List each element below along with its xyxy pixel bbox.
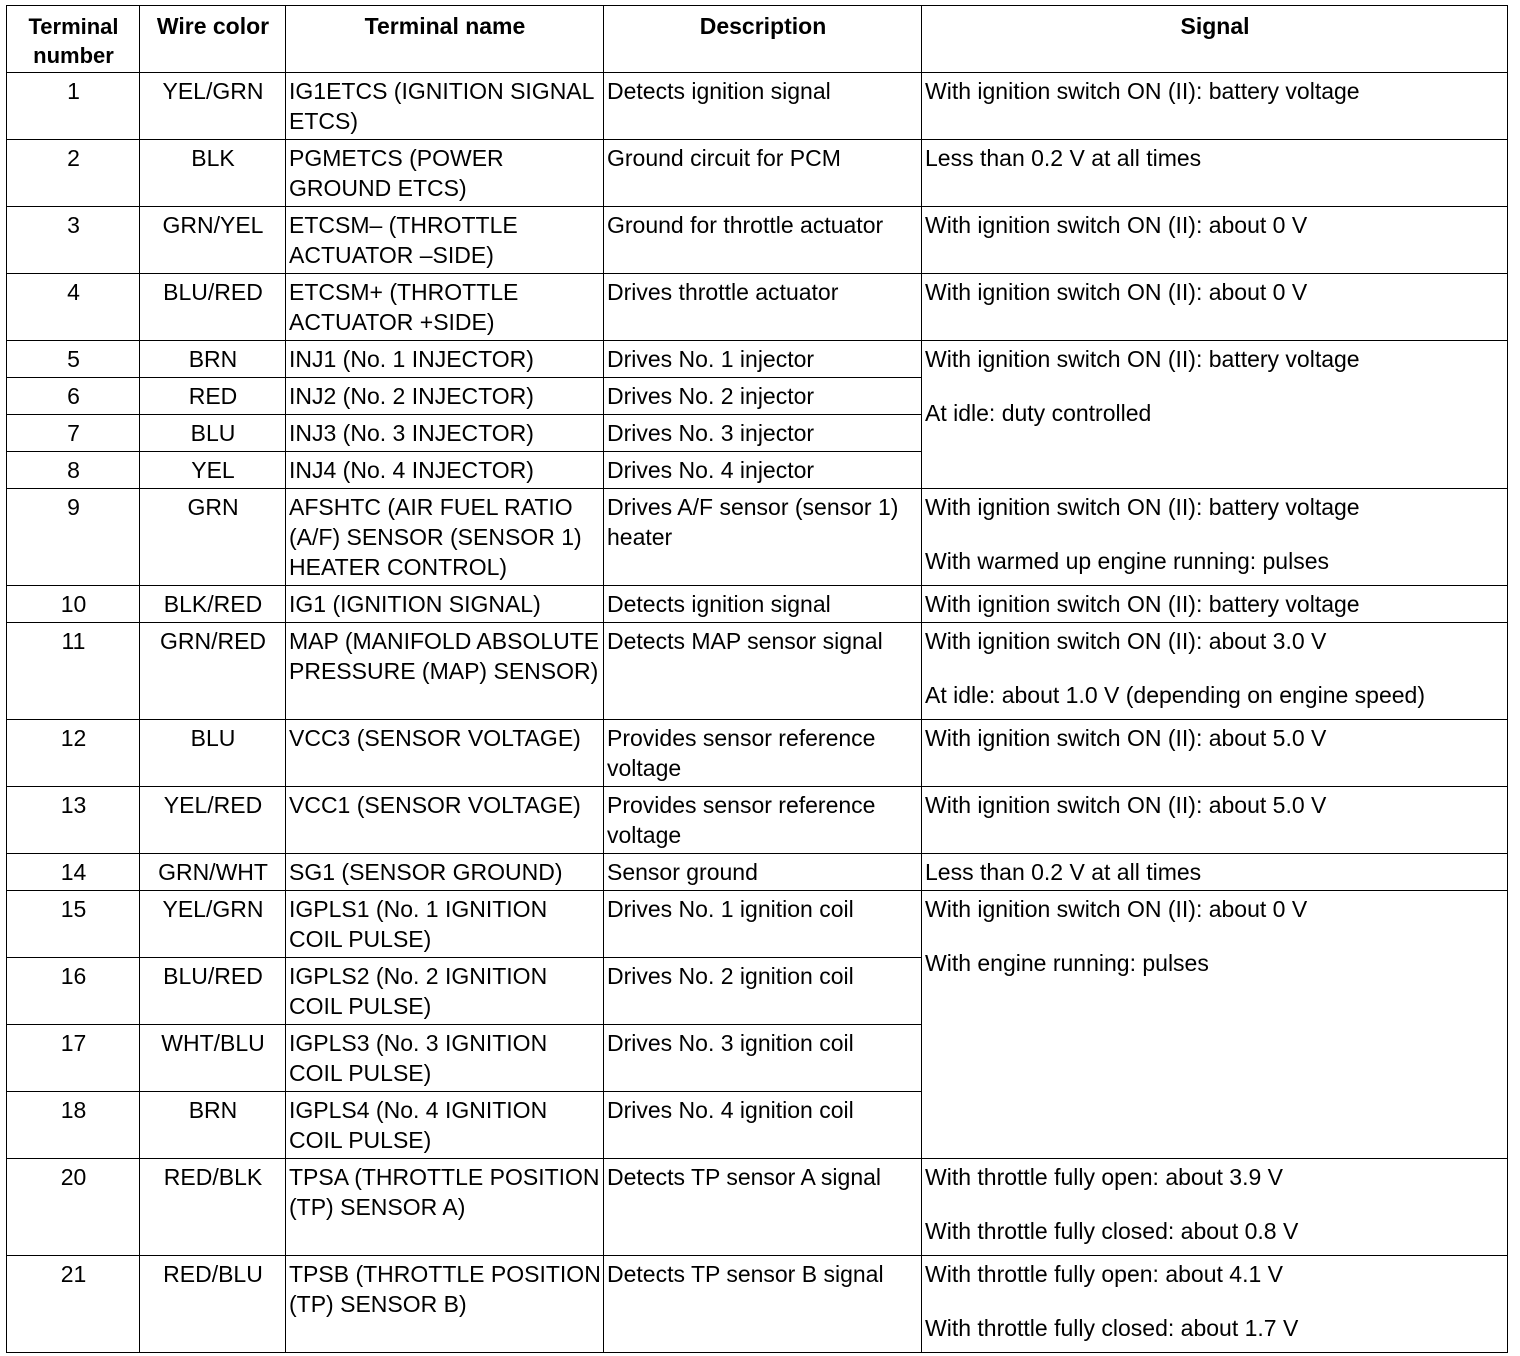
- terminal-number: 4: [7, 274, 140, 341]
- terminal-name: INJ1 (No. 1 INJECTOR): [286, 341, 604, 378]
- terminal-number: 11: [7, 623, 140, 720]
- signal: [922, 73, 1508, 140]
- signal-line: With ignition switch ON (II): about 0 V: [925, 279, 1308, 305]
- signal-line: With ignition switch ON (II): about 5.0 V: [925, 792, 1327, 818]
- table-row: [7, 489, 1508, 586]
- terminal-table: [6, 5, 1508, 1353]
- description: Provides sensor reference voltage: [604, 787, 922, 854]
- terminal-number: 2: [7, 140, 140, 207]
- description: Ground for throttle actuator: [604, 207, 922, 274]
- description: Drives No. 4 injector: [604, 452, 922, 489]
- description: Detects ignition signal: [604, 73, 922, 140]
- table-row: [7, 73, 1508, 140]
- signal-line: Less than 0.2 V at all times: [925, 145, 1202, 171]
- wire-color: BLU/RED: [140, 274, 286, 341]
- description: Sensor ground: [604, 854, 922, 891]
- table-row: [7, 207, 1508, 274]
- signal-line: At idle: duty controlled: [925, 400, 1152, 426]
- signal-line: With ignition switch ON (II): battery voltage: [925, 494, 1360, 520]
- table-row: [7, 891, 1508, 958]
- description: Drives No. 2 injector: [604, 378, 922, 415]
- terminal-name: PGMETCS (POWER GROUND ETCS): [286, 140, 604, 207]
- wire-color: GRN/YEL: [140, 207, 286, 274]
- terminal-number: 3: [7, 207, 140, 274]
- signal: [922, 854, 1508, 891]
- description: Drives No. 3 injector: [604, 415, 922, 452]
- table-row: [7, 140, 1508, 207]
- description: Drives No. 1 ignition coil: [604, 891, 922, 958]
- terminal-number: 6: [7, 378, 140, 415]
- signal-line: With warmed up engine running: pulses: [925, 548, 1330, 574]
- signal-line: With throttle fully closed: about 1.7 V: [925, 1315, 1299, 1341]
- table-row: [7, 1159, 1508, 1256]
- wire-color: YEL/GRN: [140, 73, 286, 140]
- description: Drives No. 3 ignition coil: [604, 1025, 922, 1092]
- terminal-number: 18: [7, 1092, 140, 1159]
- header-description: Description: [604, 6, 922, 73]
- signal: [922, 891, 1508, 1159]
- terminal-name: IGPLS3 (No. 3 IGNITION COIL PULSE): [286, 1025, 604, 1092]
- terminal-name: TPSB (THROTTLE POSITION (TP) SENSOR B): [286, 1256, 604, 1353]
- table-row: [7, 274, 1508, 341]
- table-row: [7, 720, 1508, 787]
- signal-line: With ignition switch ON (II): about 3.0 V: [925, 628, 1327, 654]
- signal: [922, 207, 1508, 274]
- terminal-number: 15: [7, 891, 140, 958]
- wire-color: RED: [140, 378, 286, 415]
- terminal-number: 21: [7, 1256, 140, 1353]
- signal-line: With ignition switch ON (II): battery voltage: [925, 78, 1360, 104]
- terminal-number: 20: [7, 1159, 140, 1256]
- wire-color: BLK/RED: [140, 586, 286, 623]
- terminal-number: 1: [7, 73, 140, 140]
- terminal-number: 8: [7, 452, 140, 489]
- wire-color: BRN: [140, 1092, 286, 1159]
- wire-color: BLU: [140, 720, 286, 787]
- wire-color: RED/BLK: [140, 1159, 286, 1256]
- description: Detects MAP sensor signal: [604, 623, 922, 720]
- terminal-name: ETCSM– (THROTTLE ACTUATOR –SIDE): [286, 207, 604, 274]
- signal: [922, 489, 1508, 586]
- wire-color: BRN: [140, 341, 286, 378]
- wire-color: GRN: [140, 489, 286, 586]
- signal: [922, 720, 1508, 787]
- wire-color: YEL/RED: [140, 787, 286, 854]
- signal: [922, 623, 1508, 720]
- wire-color: YEL: [140, 452, 286, 489]
- terminal-number: 13: [7, 787, 140, 854]
- terminal-name: INJ3 (No. 3 INJECTOR): [286, 415, 604, 452]
- terminal-name: INJ4 (No. 4 INJECTOR): [286, 452, 604, 489]
- signal-line: With engine running: pulses: [925, 950, 1209, 976]
- terminal-name: AFSHTC (AIR FUEL RATIO (A/F) SENSOR (SENSOR 1) HEATER CONTROL): [286, 489, 604, 586]
- terminal-name: IG1 (IGNITION SIGNAL): [286, 586, 604, 623]
- signal: [922, 341, 1508, 489]
- terminal-number: 17: [7, 1025, 140, 1092]
- terminal-name: IGPLS4 (No. 4 IGNITION COIL PULSE): [286, 1092, 604, 1159]
- table-row: [7, 854, 1508, 891]
- table-row: [7, 1256, 1508, 1353]
- signal-line: With ignition switch ON (II): about 5.0 V: [925, 725, 1327, 751]
- terminal-name: SG1 (SENSOR GROUND): [286, 854, 604, 891]
- terminal-name: VCC1 (SENSOR VOLTAGE): [286, 787, 604, 854]
- terminal-number: 7: [7, 415, 140, 452]
- header-terminal-number: Terminal number: [7, 6, 140, 73]
- wire-color: BLU: [140, 415, 286, 452]
- table-row: [7, 787, 1508, 854]
- description: Drives No. 4 ignition coil: [604, 1092, 922, 1159]
- description: Detects TP sensor A signal: [604, 1159, 922, 1256]
- header-terminal-name: Terminal name: [286, 6, 604, 73]
- description: Drives No. 2 ignition coil: [604, 958, 922, 1025]
- signal-line: With ignition switch ON (II): battery voltage: [925, 591, 1360, 617]
- description: Provides sensor reference voltage: [604, 720, 922, 787]
- signal: [922, 787, 1508, 854]
- description: Detects TP sensor B signal: [604, 1256, 922, 1353]
- signal-line: With ignition switch ON (II): about 0 V: [925, 212, 1308, 238]
- header-row: [7, 6, 1508, 73]
- description: Drives No. 1 injector: [604, 341, 922, 378]
- wire-color: GRN/WHT: [140, 854, 286, 891]
- description: Ground circuit for PCM: [604, 140, 922, 207]
- description: Drives A/F sensor (sensor 1) heater: [604, 489, 922, 586]
- terminal-number: 12: [7, 720, 140, 787]
- wire-color: YEL/GRN: [140, 891, 286, 958]
- signal-line: With throttle fully open: about 4.1 V: [925, 1261, 1283, 1287]
- signal: [922, 1159, 1508, 1256]
- terminal-name: IGPLS2 (No. 2 IGNITION COIL PULSE): [286, 958, 604, 1025]
- terminal-number: 5: [7, 341, 140, 378]
- signal: [922, 1256, 1508, 1353]
- table-row: [7, 586, 1508, 623]
- table-row: [7, 623, 1508, 720]
- terminal-name: TPSA (THROTTLE POSITION (TP) SENSOR A): [286, 1159, 604, 1256]
- wire-color: BLU/RED: [140, 958, 286, 1025]
- terminal-name: VCC3 (SENSOR VOLTAGE): [286, 720, 604, 787]
- signal-line: With throttle fully open: about 3.9 V: [925, 1164, 1283, 1190]
- description: Drives throttle actuator: [604, 274, 922, 341]
- wire-color: RED/BLU: [140, 1256, 286, 1353]
- terminal-name: ETCSM+ (THROTTLE ACTUATOR +SIDE): [286, 274, 604, 341]
- wire-color: BLK: [140, 140, 286, 207]
- table-row: [7, 341, 1508, 378]
- terminal-number: 16: [7, 958, 140, 1025]
- header-wire-color: Wire color: [140, 6, 286, 73]
- terminal-name: MAP (MANIFOLD ABSOLUTE PRESSURE (MAP) SENSOR): [286, 623, 604, 720]
- signal: [922, 274, 1508, 341]
- description: Detects ignition signal: [604, 586, 922, 623]
- terminal-number: 14: [7, 854, 140, 891]
- header-signal: Signal: [922, 6, 1508, 73]
- signal: [922, 586, 1508, 623]
- signal-line: Less than 0.2 V at all times: [925, 859, 1202, 885]
- wire-color: WHT/BLU: [140, 1025, 286, 1092]
- terminal-name: INJ2 (No. 2 INJECTOR): [286, 378, 604, 415]
- wire-color: GRN/RED: [140, 623, 286, 720]
- signal-line: With ignition switch ON (II): about 0 V: [925, 896, 1308, 922]
- terminal-name: IGPLS1 (No. 1 IGNITION COIL PULSE): [286, 891, 604, 958]
- signal-line: With throttle fully closed: about 0.8 V: [925, 1218, 1299, 1244]
- terminal-number: 9: [7, 489, 140, 586]
- terminal-number: 10: [7, 586, 140, 623]
- signal: [922, 140, 1508, 207]
- terminal-name: IG1ETCS (IGNITION SIGNAL ETCS): [286, 73, 604, 140]
- signal-line: With ignition switch ON (II): battery voltage: [925, 346, 1360, 372]
- signal-line: At idle: about 1.0 V (depending on engine speed): [925, 682, 1425, 708]
